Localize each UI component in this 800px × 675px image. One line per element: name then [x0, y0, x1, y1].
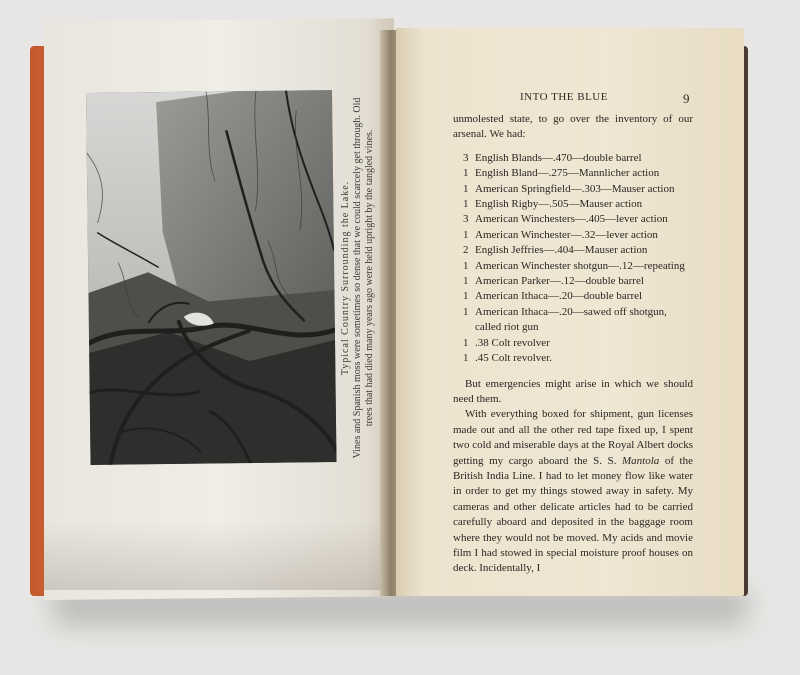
inventory-item — [463, 166, 693, 181]
shipment-text-start: With everything boxed for shipment, gun licenses made out and all the other red tape fixed up, I spent two cold and miserable days at the Royal Albert docks getting my cargo aboard the S. S. — [453, 408, 693, 467]
plate-photograph-illustration — [86, 90, 337, 465]
inventory-item — [463, 182, 693, 197]
plate-caption-text: Vines and Spanish moss were sometimes so dense that we could scarcely get through. Old trees that had died many years ago were held upright by the tangled vines. — [352, 97, 375, 459]
inventory-qty: 3 — [463, 151, 469, 164]
inventory-desc: English Blands—.470—double barrel — [475, 151, 642, 164]
inventory-qty: 3 — [463, 213, 469, 226]
inventory-desc: American Winchester—.32—lever action — [475, 228, 658, 241]
page-body — [453, 112, 693, 577]
shipment-paragraph — [453, 407, 693, 576]
inventory-qty: 1 — [463, 336, 469, 349]
inventory-qty: 1 — [463, 352, 469, 365]
inventory-desc: .38 Colt revolver — [475, 336, 550, 349]
plate-caption — [340, 93, 380, 463]
inventory-item — [463, 151, 693, 166]
inventory-desc: American Winchesters—.405—lever action — [475, 213, 668, 226]
emergencies-paragraph: But emergencies might arise in which we should need them. — [453, 377, 693, 405]
inventory-qty: 1 — [463, 305, 469, 318]
inventory-desc: American Ithaca—.20—sawed off shotgun, called riot gun — [475, 305, 667, 334]
inventory-item — [463, 274, 693, 289]
plate-photograph — [86, 90, 337, 465]
inventory-item — [463, 351, 693, 366]
shipment-text-end: of the British India Line. I had to let money flow like water in order to get my things stowed away in safety. My cameras and other delicate articles had to be carried carefully aboard and deposited in the baggage room where they would not be moved. My acids and movie film I had stowed in special moisture proof houses on deck. Incidentally, I — [453, 454, 694, 575]
running-head: INTO THE BLUE — [520, 91, 608, 103]
inventory-item — [463, 228, 693, 243]
inventory-item — [463, 259, 693, 274]
inventory-item — [463, 305, 693, 336]
inventory-desc: English Bland—.275—Mannlicher action — [475, 167, 660, 180]
inventory-desc: American Springfield—.303—Mauser action — [475, 182, 675, 195]
inventory-qty: 1 — [463, 275, 469, 288]
inventory-qty: 1 — [463, 290, 469, 303]
arsenal-inventory-list — [463, 151, 693, 367]
inventory-item — [463, 336, 693, 351]
inventory-desc: .45 Colt revolver. — [475, 352, 552, 365]
page-header — [462, 91, 690, 107]
inventory-item — [463, 212, 693, 227]
inventory-desc: American Ithaca—.20—double barrel — [475, 290, 643, 303]
ship-name: Mantola — [621, 454, 660, 467]
inventory-item — [463, 243, 693, 258]
inventory-qty: 1 — [463, 198, 469, 211]
inventory-qty: 1 — [463, 259, 469, 272]
inventory-qty: 1 — [463, 167, 469, 180]
inventory-qty: 1 — [463, 182, 469, 195]
inventory-qty: 2 — [463, 244, 469, 257]
inventory-desc: English Rigby—.505—Mauser action — [475, 198, 643, 211]
inventory-desc: American Parker—.12—double barrel — [475, 275, 644, 288]
inventory-desc: American Winchester shotgun—.12—repeating — [475, 259, 685, 272]
intro-paragraph: unmolested state, to go over the inventory of our arsenal. We had: — [453, 113, 693, 141]
page-edge-shade — [44, 520, 384, 590]
inventory-item — [463, 289, 693, 304]
page-number: 9 — [683, 91, 690, 106]
inventory-desc: English Jeffries—.404—Mauser action — [475, 244, 648, 257]
inventory-qty: 1 — [463, 228, 469, 241]
inventory-item — [463, 197, 693, 212]
plate-caption-title: Typical Country Surrounding the Lake. — [340, 180, 351, 376]
